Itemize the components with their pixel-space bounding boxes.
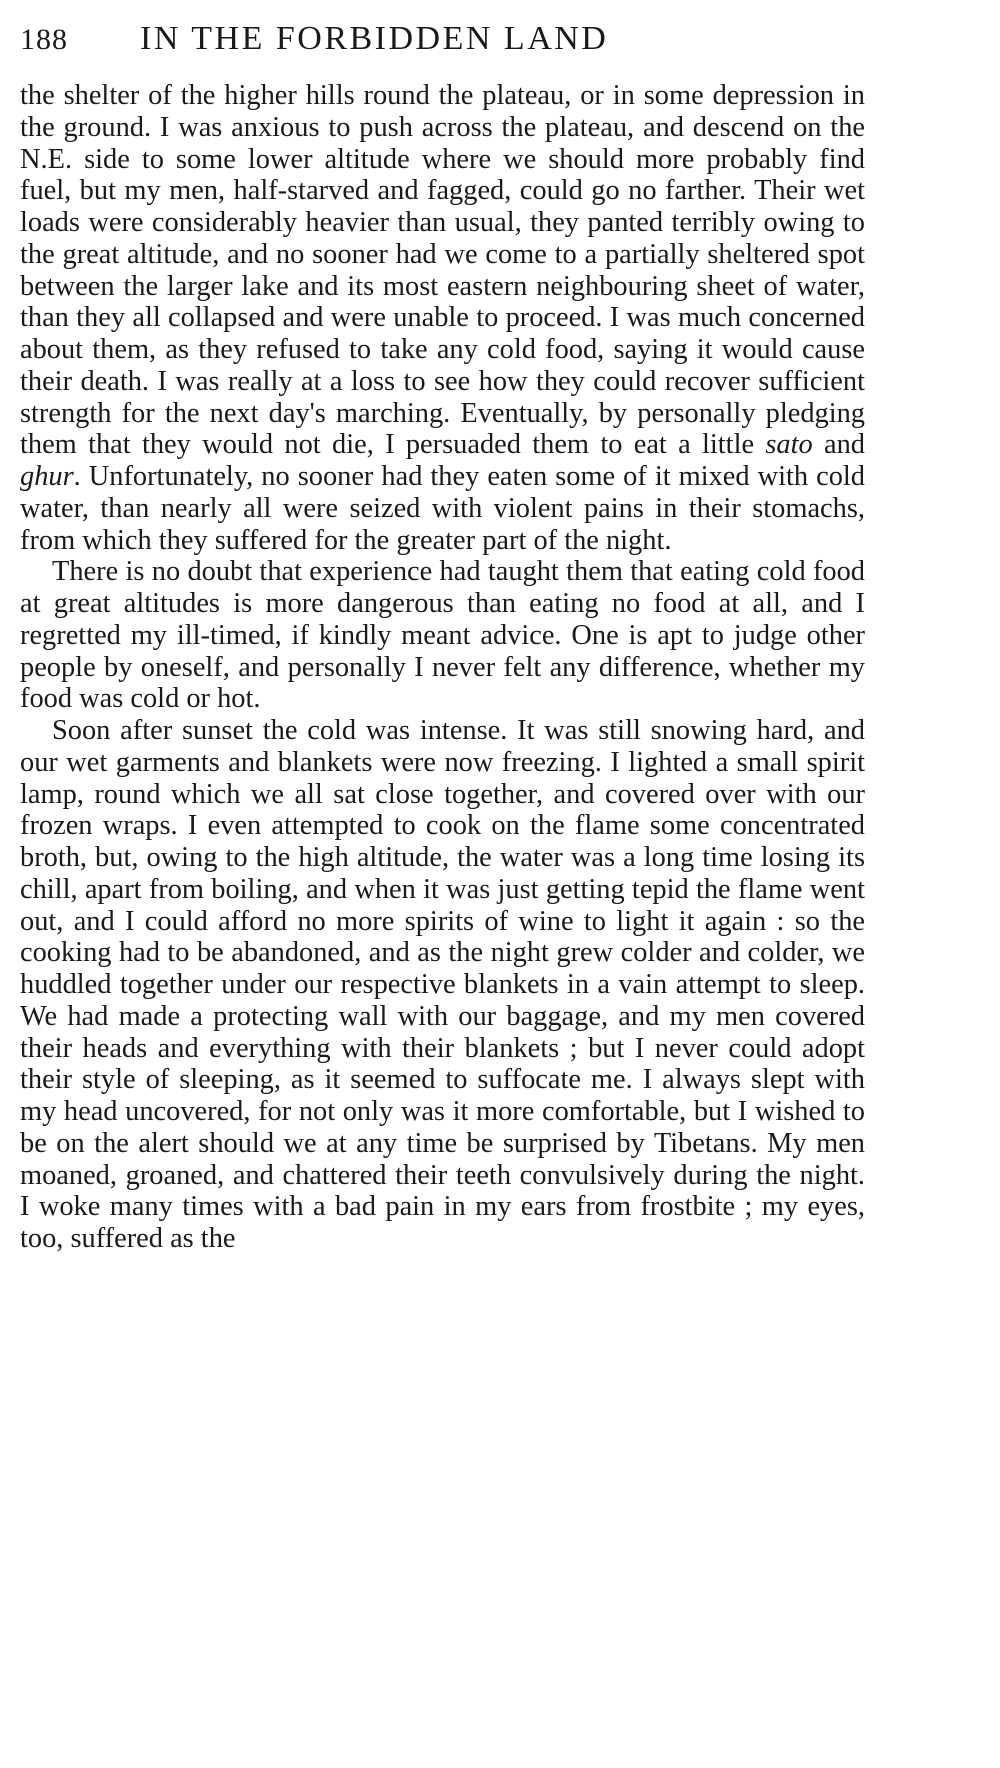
paragraph-3: Soon after sunset the cold was intense. It was still snowing hard, and our wet garments and blankets were now freezing. I lighted a small spirit lamp, round which we all sat close together, and covered over with our frozen wraps. I even attempted to cook on the flame some concentrated broth, but, owing to the high altitude, the water was a long time losing its chill, apart from boiling, and when it was just getting tepid the flame went out, and I could afford no more spirits of wine to light it again : so the cooking had to be abandoned, and as the night grew colder and colder, we huddled together under our respective blankets in a vain attempt to sleep. We had made a protecting wall with our baggage, and my men covered their heads and everything with their blankets ; but I never could adopt their style of sleeping, as it seemed to suffocate me. I always slept with my head uncovered, for not only was it more comfortable, but I wished to be on the alert should we at any time be surprised by Tibetans. My men moaned, groaned, and chattered their teeth convulsively during the night. I woke many times with a bad pain in my ears from frostbite ; my eyes, too, suffered as the <box>20 715 865 1254</box>
page-number: 188 <box>20 23 68 56</box>
paragraph-2: There is no doubt that experience had taught them that eating cold food at great altitudes is more dangerous than eating no food at all, and I regretted my ill-timed, if kindly meant advice. One is apt to judge other people by oneself, and personally I never felt any difference, whether my food was cold or hot. <box>20 556 865 715</box>
body-text <box>20 80 865 1255</box>
running-head <box>20 20 865 80</box>
term-sato: sato <box>765 429 813 461</box>
conjunction: and <box>812 429 866 461</box>
paragraph-1-text-start: the shelter of the higher hills round the plateau, or in some depression in the ground. I was anxious to push across the plateau, and descend on the N.E. side to some lower altitude where we should more probably find fuel, but my men, half-starved and fagged, could go no farther. Their wet loads were considerably heavier than usual, they panted terribly owing to the great altitude, and no sooner had we come to a partially sheltered spot between the larger lake and its most eastern neighbouring sheet of water, than they all collapsed and were unable to proceed. I was much concerned about them, as they refused to take any cold food, saying it would cause their death. I was really at a loss to see how they could recover sufficient strength for the next day's marching. Eventually, by personally pledging them that they would not die, I persuaded them to eat a little <box>20 80 865 461</box>
paragraph-1 <box>20 80 865 556</box>
term-ghur: ghur <box>20 461 74 492</box>
paragraph-1-text-end: . Unfortunately, no sooner had they eaten some of it mixed with cold water, than nearly all were seized with violent pains in their stomachs, from which they suffered for the greater part of the night. <box>20 461 865 556</box>
book-page <box>20 20 865 1760</box>
running-title: IN THE FORBIDDEN LAND <box>140 20 609 57</box>
